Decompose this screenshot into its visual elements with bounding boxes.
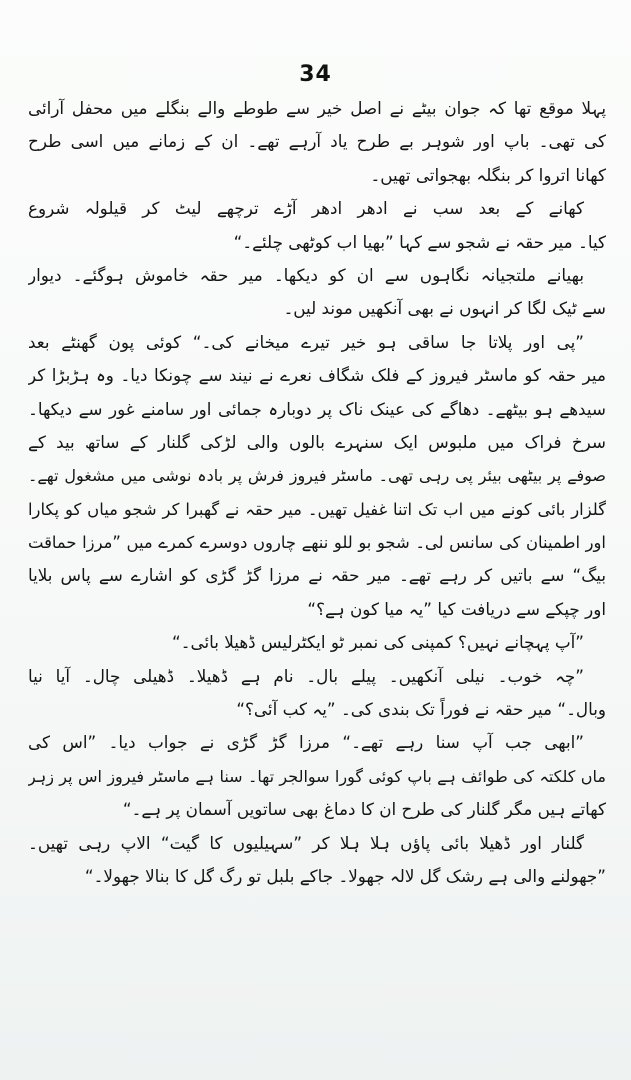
- text-line: ”پی اور پلاتا جا ساقی ہو خیر تیرے میخانے کی۔“ کوئی پون گھنٹے بعد: [28, 331, 584, 352]
- text-line: سیدھے ہو بیٹھے۔ دھاگے کی عینک ناک پر دوبارہ جمائی اور سامنے غور سے دیکھا۔: [28, 398, 606, 419]
- text-line: ”آپ پہچانے نہیں؟ کمپنی کی نمبر ٹو ایکٹرلیس ڈھیلا بائی۔“: [171, 632, 584, 653]
- text-line: گلزار بائی کونے میں اب تک اتنا غفیل تھیں۔ میر حقہ نے گھبرا کر شجو میاں کو پکارا: [28, 499, 606, 519]
- text-line: کیا۔ میر حقہ نے شجو سے کہا ”بھیا اب کوٹھی چلئے۔“: [233, 231, 606, 252]
- text-line: سے ٹیک لگا کر انہوں نے بھی آنکھیں موند لیں۔: [283, 298, 606, 319]
- page-number: 34: [299, 62, 332, 87]
- text-line: بیگ“ سے باتیں کر رہے تھے۔ میر حقہ نے مرزا گڑ گڑی کو اشارے سے پاس بلایا: [28, 565, 606, 586]
- text-line: ماں کلکتہ کی طوائف ہے باپ کوئی گورا سوالجر تھا۔ سنا ہے ماسٹر فیروز اس پر زہر: [28, 766, 606, 786]
- text-line: ”جھولنے والی ہے رشک گل لالہ جھولا۔ جاکے بلبل تو رگ گل کا بنالا جھولا۔“: [84, 865, 606, 886]
- text-line: ”ابھی جب آپ سنا رہے تھے۔“ مرزا گڑ گڑی نے جواب دیا۔ ”اس کی: [28, 732, 584, 753]
- text-line: اور چپکے سے دریافت کیا ”یہ میا کون ہے؟“: [307, 598, 606, 619]
- text-line: صوفے پر بیٹھی بیئر پی رہی تھی۔ ماسٹر فیروز فرش پر بادہ نوشی میں مشغول تھے۔: [28, 466, 606, 486]
- text-line: بھیانے ملتجیانہ نگاہوں سے ان کو دیکھا۔ میر حقہ خاموش ہوگئے۔ دیوار: [28, 264, 584, 285]
- text-line: اور اطمینان کی سانس لی۔ شجو بو للو ننھے چاروں دوسرے کمرے میں ”مرزا حماقت: [28, 533, 606, 553]
- text-line: کھانے کے بعد سب نے ادھر ادھر آڑے ترچھے لیٹ کر قیلولہ شروع: [28, 198, 584, 219]
- text-line: وبال۔“ میر حقہ نے فوراً تک بندی کی۔ ”یہ کب آئی؟“: [236, 699, 606, 720]
- text-line: کھانا اتروا کر بنگلہ بھجواتی تھیں۔: [370, 164, 606, 185]
- text-line: میر حقہ کو ماسٹر فیروز کے فلک شگاف نعرے نے نیند سے چونکا دیا۔ وہ ہڑبڑا کر: [28, 365, 606, 386]
- text-line: پہلا موقع تھا کہ جوان بیٹے نے اصل خیر سے طوطے والے بنگلے میں محفل آرائی: [28, 98, 606, 118]
- text-line: ”چہ خوب۔ نیلی آنکھیں۔ پیلے بال۔ نام ہے ڈھیلا۔ ڈھیلی چال۔ آیا نیا: [28, 665, 584, 686]
- page-body-text: [28, 92, 606, 893]
- text-line: گلنار اور ڈھیلا بائی پاؤں ہلا ہلا کر ”سہیلیوں کا گیت“ الاپ رہی تھیں۔: [28, 832, 584, 853]
- text-line: کی تھی۔ باپ اور شوہر بے طرح یاد آرہے تھے۔ ان کے زمانے میں اسی طرح: [28, 131, 606, 152]
- text-line: سرخ فراک میں ملبوس ایک سنہرے بالوں والی لڑکی گلنار کے ساتھ بید کے: [28, 431, 606, 452]
- text-line: کھاتے ہیں مگر گلنار کی طرح ان کا دماغ بھی ساتویں آسمان پر ہے۔“: [122, 799, 606, 820]
